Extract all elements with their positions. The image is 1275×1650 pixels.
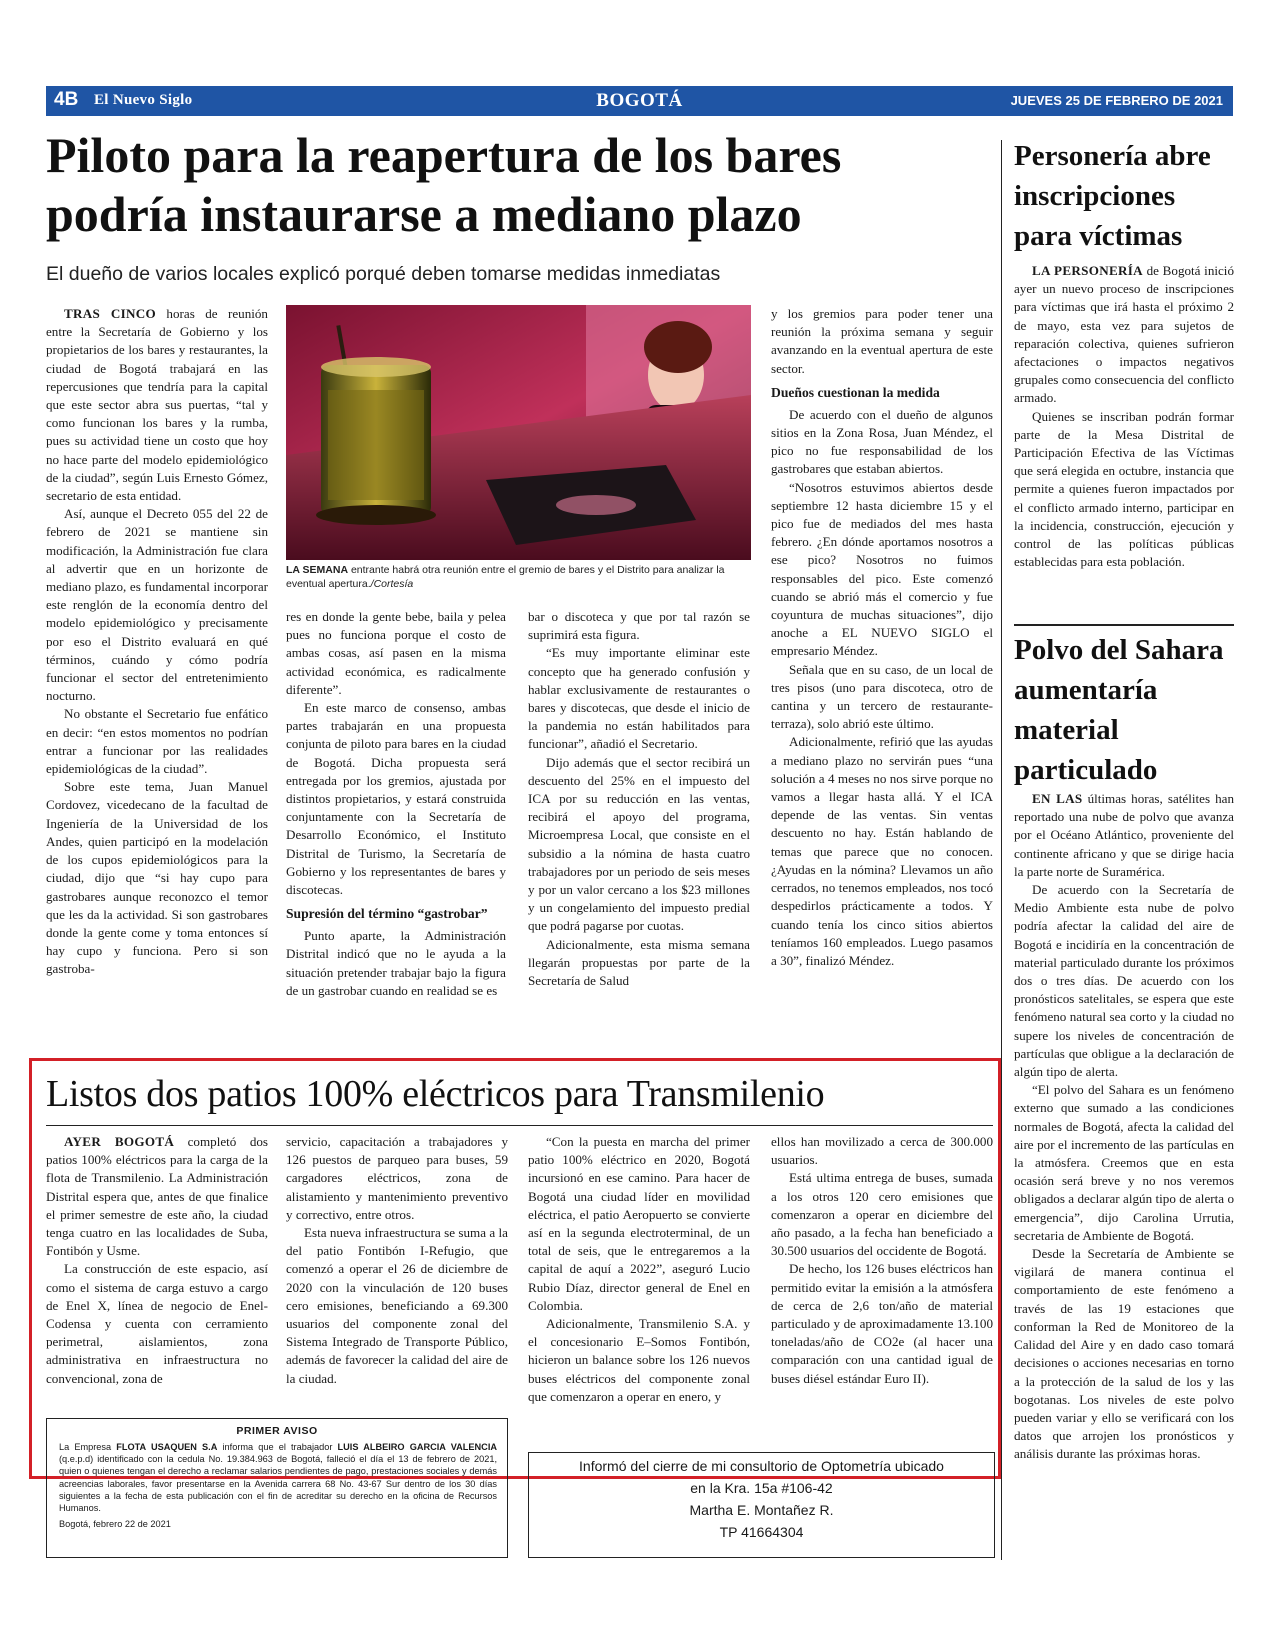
transmilenio-headline: Listos dos patios 100% eléctricos para Transmilenio [46,1073,825,1115]
transmilenio-col1-p2: La construcción de este espacio, así como el sistema de carga estuvo a cargo de Enel X, línea de negocio de Enel-Codensa y cuenta con cerramiento perimetral, aislamientos, zona administrativa en infraestructura no convencional, zona de [46,1261,268,1386]
main-deck: El dueño de varios locales explicó porqué deben tomarse medidas inmediatas [46,263,721,285]
transmilenio-col2 [286,1133,508,1388]
main-col3-p1: bar o discoteca y que por tal razón se suprimirá esta figura. [528,609,750,643]
aviso-text-1: La Empresa [59,1442,117,1452]
page-header-bar [46,86,1233,116]
aviso-company: FLOTA USAQUEN S.A [116,1442,218,1452]
main-col3-p2: “Es muy importante eliminar este concepto que ha generado confusión y hablar exclusivamente de restaurantes o bares y discotecas, que desde el inicio de la pandemia no están habilitados para funcionar”, añadió el Secretario. [528,645,750,752]
optometria-line-3: Martha E. Montañez R. [689,1502,834,1518]
transmilenio-col4-p2: Está ultima entrega de buses, sumada a los otros 120 cero emisiones que comenzaron a operar en diciembre del año pasado, a la fecha han beneficiado a 30.500 usuarios del occidente de Bogotá. [771,1170,993,1259]
main-col2-p1: res en donde la gente bebe, baila y pelea pues no funciona porque el costo de ambas cosas, así pasen en la misma actividad económica, es radicalmente diferente”. [286,609,506,697]
sidebar-separator [1014,624,1234,626]
sidebar1-p2: Quienes se inscriban podrán formar parte de la Mesa Distrital de Participación Efectiva de las Víctimas que será elegida en octubre, instancia que permite a quienes fueron impactados por el conflicto armado interno, participar en la incidencia, construcción, ejecución y control de las políticas públicas establecidas para esta población. [1014,408,1234,570]
primer-aviso-box [46,1418,508,1558]
bar-photo-illustration [286,305,751,560]
sidebar-divider [1001,140,1002,1560]
sidebar2-body [1014,790,1234,1464]
main-col3-p4: Adicionalmente, esta misma semana llegarán propuestas por parte de la Secretaría de Salud [528,936,750,989]
main-subhead-duenos: Dueños cuestionan la medida [771,384,940,400]
transmilenio-col3 [528,1133,750,1406]
aviso-worker: LUIS ALBEIRO GARCIA VALENCIA [337,1442,498,1452]
sidebar2-headline: Polvo del Sahara aumentaría material particulado [1014,634,1224,786]
photo-caption [286,563,751,591]
aviso-title: PRIMER AVISO [236,1425,318,1437]
main-col1-p2: Así, aunque el Decreto 055 del 22 de febrero de 2021 se mantiene sin modificación, la Administración fue clara al advertir que en un horizonte de mediano plazo, es fundamental incorporar este renglón de la economía dentro del modelo epidemiológico y precisamente por eso el Distrito evaluará en qué términos, cuándo y cómo podría funcionar el sector del entretenimiento nocturno. [46,506,268,704]
issue-date: JUEVES 25 DE FEBRERO DE 2021 [1010,93,1223,108]
main-col1-p1: horas de reunión entre la Secretaría de Gobierno y los propietarios de los bares y restaurantes, la ciudad de Bogotá trabajará en las repercusiones que tendría para la capital que este sector abra sus puertas, “tal y como funcionan los bares y la rumba, pues su actividad tiene un costo que hoy no hace parte del modelo epidemiológico de la ciudad”, según Luis Ernesto Gómez, secretario de esta entidad. [46,306,268,504]
transmilenio-col3-p2: Adicionalmente, Transmilenio S.A. y el concesionario E–Somos Fontibón, hicieron un balance sobre los 126 nuevos buses eléctricos del componente zonal que comenzaron a operar en enero, y [528,1316,750,1404]
transmilenio-col3-p1: “Con la puesta en marcha del primer patio 100% eléctrico en 2020, Bogotá incursionó en ese camino. Para hacer de Bogotá una ciudad líder en movilidad eléctrica, el patio Aeropuerto se convierte así en la segunda electroterminal, de un total de seis, que le entregaremos a la capital de aquí a 2022”, aseguró Lucio Rubio Díaz, director general de Enel en Colombia. [528,1134,750,1313]
transmilenio-col4-p1: ellos han movilizado a cerca de 300.000 usuarios. [771,1134,993,1168]
caption-lead: LA SEMANA [286,564,349,576]
optometria-notice-box [528,1452,995,1558]
main-article-col2 [286,608,506,1000]
main-article-col4 [771,305,993,970]
main-col4-p2: De acuerdo con el dueño de algunos sitios en la Zona Rosa, Juan Méndez, el pico no fue responsabilidad de los gastrobares que estaban abiertos. [771,406,993,477]
sidebar1-lead-in: LA PERSONERÍA [1032,263,1143,278]
sidebar2-p2: De acuerdo con la Secretaría de Medio Ambiente esta nube de polvo podría afectar la calidad del aire de Bogotá e incidiría en la concentración de material particulado durante los próximos dos o tres días. De acuerdo con los pronósticos satelitales, se espera que este fenómeno natural sea corto y la ciudad no supere los niveles de concentración de partículas que obligue a la declaración de algún tipo de alerta. [1014,882,1234,1080]
transmilenio-lead-in: AYER BOGOTÁ [64,1134,175,1149]
sidebar2-lead-in: EN LAS [1032,791,1083,806]
main-col4-p4: Señala que en su caso, de un local de tres pisos (uno para discoteca, otro de cantina y un tercero de restaurante-terraza), solo abrió este último. [771,661,993,732]
page-number: 4B [54,89,79,110]
aviso-text-2: informa que el trabajador [217,1442,338,1452]
main-subhead-gastrobar: Supresión del término “gastrobar” [286,906,488,922]
section-name: BOGOTÁ [596,90,683,111]
optometria-line-4: TP 41664304 [719,1524,804,1540]
transmilenio-col4-p3: De hecho, los 126 buses eléctricos han permitido evitar la emisión a la atmósfera de cerca de 2,6 ton/año de material particulado y de aproximadamente 13.100 toneladas/año de CO2e (al hacer una comparación con una cantidad igual de buses diésel estándar Euro II). [771,1261,993,1386]
main-col1-p3: No obstante el Secretario fue enfático en decir: “en estos momentos no podrían entrar a funcionar por las realidades epidemiológicas de la ciudad”. [46,706,268,777]
main-article-col1 [46,305,268,979]
main-col4-p3: “Nosotros estuvimos abiertos desde septiembre 12 hasta diciembre 15 y el pico fue de mediados del mes hasta febrero. ¿En dónde aportamos nosotros a ese pico? Nosotros no fuimos responsables del pico. Este comenzó cuando se abrió más el comercio y fue coyuntura de muchas situaciones”, dijo anoche a EL NUEVO SIGLO el empresario Méndez. [771,479,993,659]
main-headline: Piloto para la reapertura de los bares podría instaurarse a mediano plazo [46,127,842,242]
transmilenio-col2-p2: Esta nueva infraestructura se suma a la del patio Fontibón I-Refugio, que comenzó a operar el 26 de diciembre de 2020 con la vinculación de 120 buses cero emisiones, beneficiando a 69.300 usuarios del componente zonal del Sistema Integrado de Transporte Público, además de favorecer la calidad del aire de la ciudad. [286,1225,508,1386]
sidebar1-body [1014,262,1234,571]
main-lead-in: TRAS CINCO [64,306,156,321]
newspaper-name: El Nuevo Siglo [94,92,193,108]
caption-credit: /Cortesía [370,578,414,590]
main-article-col3 [528,608,750,990]
sidebar1-p1: de Bogotá inició ayer un nuevo proceso de inscripciones para víctimas que irá hasta el próximo 2 de mayo, esta vez para sujetos de reparación colectiva, quienes sufrieron afectaciones o impactos negativos grupales como consecuencia del conflicto armado. [1014,263,1234,406]
caption-text: entrante habrá otra reunión entre el gremio de bares y el Distrito para analizar la eventual apertura. [286,564,725,590]
optometria-line-2: en la Kra. 15a #106-42 [690,1480,833,1496]
aviso-date: Bogotá, febrero 22 de 2021 [59,1519,171,1530]
main-col4-p1: y los gremios para poder tener una reunión la próxima semana y seguir avanzando en la eventual apertura de este sector. [771,306,993,376]
transmilenio-col2-p1: servicio, capacitación a trabajadores y 126 puestos de parqueo para buses, 59 cargadores eléctricos, zona de alistamiento y mantenimiento preventivo y correctivo, entre otros. [286,1134,508,1222]
optometria-line-1: Informó del cierre de mi consultorio de Optometría ubicado [579,1458,944,1474]
transmilenio-col1-p1: completó dos patios 100% eléctricos para la carga de la flota de Transmilenio. La Administración Distrital espera que, antes de que finalice el primer semestre de este año, la ciudad tenga cuatro en las localidades de Suba, Fontibón y Usme. [46,1134,269,1259]
bar-photo [286,305,751,560]
transmilenio-rule [46,1125,993,1126]
sidebar2-p3: “El polvo del Sahara es un fenómeno externo que sumado a las condiciones normales de Bogotá, afecta la calidad del aire por el incremento de las partículas en la atmósfera. Creemos que en esta ocasión será breve y no nos veremos obligados a declarar algún tipo de alerta o emergencia”, dijo Carolina Urrutia, secretaria de Ambiente de Bogotá. [1014,1082,1234,1243]
sidebar2-p4: Desde la Secretaría de Ambiente se vigilará de manera continua el comportamiento de este fenómeno a través de las 19 estaciones que conforman la Red de Monitoreo de la Calidad del Aire y en dado caso tomará decisiones o acciones necesarias en torno a la protección de la salud de los y las bogotanas. Los niveles de este polvo pueden variar y ello se verificará con los datos que arrojen los pronósticos y análisis durante las próximas horas. [1014,1246,1234,1462]
main-col4-p5: Adicionalmente, refirió que las ayudas a mediano plazo no servirán pues “una solución a 4 meses no nos sirve porque no vamos a llegar hasta allá. Y el ICA depende de las ventas. Sin ventas descuento no hay. Están hablando de temas que parece que no conocen. ¿Ayudas en la nómina? Llevamos un año cerrados, no tenemos empleados, nos tocó despedirlos prácticamente a todos. Y cuando tenía los cinco sitios abiertos teníamos 160 empleados. Luego pasamos a 30”, finalizó Méndez. [771,734,993,968]
main-col2-p3: Punto aparte, la Administración Distrital indicó que no le ayuda a la situación pretender trabajar bajo la figura de un gastrobar cuando en realidad se es [286,928,506,998]
main-col2-p2: En este marco de consenso, ambas partes trabajarán en una propuesta conjunta de piloto para bares en la ciudad de Bogotá. Dicha propuesta será entregada por los gremios, ajustada por distintos propietarios, y estará construida conjuntamente con la Secretaría de Desarrollo Económico, el Instituto Distrital de Turismo, la Secretaría de Gobierno y los representantes de bares y discotecas. [286,700,506,898]
transmilenio-col1 [46,1133,268,1388]
aviso-body [47,1437,507,1514]
sidebar2-p1: últimas horas, satélites han reportado una nube de polvo que avanza por el Océano Atlántico, proveniente del continente africano y que se dirige hacia la parte norte de Suramérica. [1014,791,1234,879]
main-col3-p3: Dijo además que el sector recibirá un descuento del 25% en el impuesto del ICA por su reducción en las ventas, recibirá el apoyo del programa, Microempresa Local, que consiste en el subsidio a la nómina de hasta cuatro trabajadores por un periodo de seis meses y por un valor cercano a los $23 millones y un congelamiento del impuesto predial que podrá pagarse por cuotas. [528,754,750,934]
sidebar1-headline: Personería abre inscripciones para víctimas [1014,140,1211,252]
transmilenio-col4 [771,1133,993,1388]
aviso-text-3: (q.e.p.d) identificado con la cedula No. 19.384.963 de Bogotá, falleció el día el 13 de febrero de 2021, quien o quienes tengan el derecho a reclamar salarios pendientes de pago, prestaciones sociales y demás acreencias laborales, favor presentarse en la Avenida carrera 68 No. 43-67 Sur dentro de los 30 días siguientes a la fecha de esta publicación con el fin de acreditar su derecho en la oficina de Recursos Humanos. [59,1454,497,1514]
main-col1-p4: Sobre este tema, Juan Manuel Cordovez, vicedecano de la facultad de Ingeniería de la Universidad de los Andes, quien participó en la modelación de los cupos epidemiológicos para la ciudad, dijo que “si hay cupo para gastrobares aunque reconozco el temor que les da la actividad. Si son gastrobares donde la gente come y toma entonces sí hay cupo y funciona. Pero si son gastroba- [46,779,268,977]
